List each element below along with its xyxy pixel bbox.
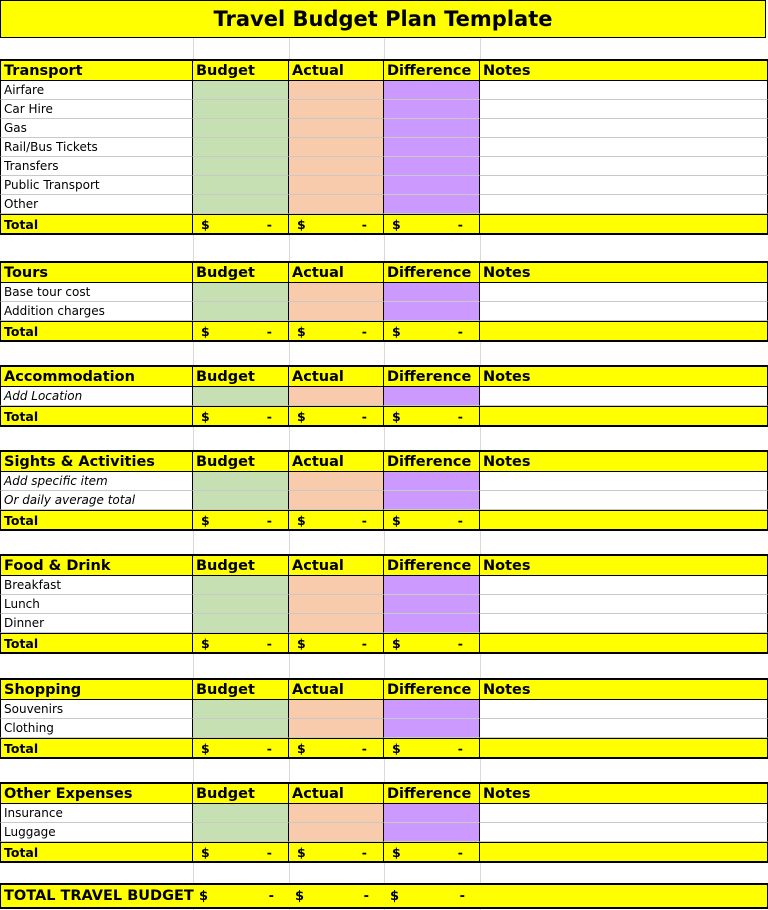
currency-symbol: $: [297, 408, 306, 424]
notes-cell[interactable]: [480, 472, 768, 491]
actual-cell[interactable]: [289, 614, 384, 633]
expense-row: [0, 700, 768, 719]
expense-label[interactable]: Addition charges: [0, 302, 193, 321]
actual-cell[interactable]: [289, 138, 384, 157]
currency-value: [387, 409, 479, 424]
currency-symbol: $: [392, 408, 401, 424]
expense-row: [0, 719, 768, 738]
currency-value: [194, 889, 290, 904]
expense-row: [0, 823, 768, 842]
difference-cell[interactable]: [384, 804, 480, 823]
section-header: [0, 365, 768, 387]
currency-symbol: $: [390, 888, 400, 904]
notes-total-cell[interactable]: [480, 321, 768, 342]
budget-cell[interactable]: [193, 387, 289, 406]
budget-header: Budget: [193, 365, 289, 387]
notes-cell[interactable]: [480, 119, 768, 138]
notes-cell[interactable]: [480, 195, 768, 214]
zero-dash: -: [266, 740, 272, 756]
expense-row: [0, 119, 768, 138]
currency-value: [196, 636, 288, 651]
currency-symbol: $: [297, 740, 306, 756]
section-header: [0, 678, 768, 700]
notes-total-cell[interactable]: [480, 406, 768, 427]
expense-row: [0, 595, 768, 614]
zero-dash: -: [361, 844, 367, 860]
section-total-row: [0, 406, 768, 427]
currency-value: [196, 324, 288, 339]
difference-cell[interactable]: [384, 472, 480, 491]
difference-cell[interactable]: [384, 387, 480, 406]
budget-cell[interactable]: [193, 283, 289, 302]
total-label: Total: [0, 738, 193, 759]
expense-row: [0, 576, 768, 595]
zero-dash: -: [459, 888, 465, 904]
zero-dash: -: [266, 408, 272, 424]
notes-cell[interactable]: [480, 387, 768, 406]
expense-label[interactable]: Or daily average total: [0, 491, 193, 510]
difference-header: Difference: [384, 365, 480, 387]
actual-header: Actual: [289, 782, 384, 804]
grand-total-row: [0, 883, 768, 909]
actual-cell[interactable]: [289, 576, 384, 595]
currency-value: [387, 636, 479, 651]
zero-dash: -: [361, 635, 367, 651]
budget-cell[interactable]: [193, 302, 289, 321]
zero-dash: -: [361, 323, 367, 339]
budget-total-cell[interactable]: [193, 842, 289, 863]
actual-total-cell[interactable]: [289, 510, 384, 531]
difference-cell[interactable]: [384, 119, 480, 138]
budget-total-cell[interactable]: [193, 738, 289, 759]
budget-cell[interactable]: [193, 81, 289, 100]
notes-total-cell[interactable]: [480, 738, 768, 759]
zero-dash: -: [457, 216, 463, 232]
difference-cell[interactable]: [384, 100, 480, 119]
notes-header: Notes: [480, 261, 768, 283]
difference-total-cell[interactable]: [384, 406, 480, 427]
notes-cell[interactable]: [480, 81, 768, 100]
actual-header: Actual: [289, 59, 384, 81]
actual-total-cell[interactable]: [289, 633, 384, 654]
difference-cell[interactable]: [384, 138, 480, 157]
actual-cell[interactable]: [289, 823, 384, 842]
expense-label[interactable]: Car Hire: [0, 100, 193, 119]
section-total-row: [0, 738, 768, 759]
grand-actual-total[interactable]: [290, 885, 385, 907]
actual-header: Actual: [289, 450, 384, 472]
actual-cell[interactable]: [289, 491, 384, 510]
actual-cell[interactable]: [289, 176, 384, 195]
budget-cell[interactable]: [193, 157, 289, 176]
zero-dash: -: [361, 216, 367, 232]
zero-dash: -: [457, 740, 463, 756]
notes-cell[interactable]: [480, 595, 768, 614]
currency-symbol: $: [199, 888, 209, 904]
difference-cell[interactable]: [384, 81, 480, 100]
difference-cell[interactable]: [384, 157, 480, 176]
expense-label[interactable]: Insurance: [0, 804, 193, 823]
expense-row: [0, 614, 768, 633]
expense-row: [0, 472, 768, 491]
difference-header: Difference: [384, 450, 480, 472]
section-title: Shopping: [0, 678, 193, 700]
notes-cell[interactable]: [480, 157, 768, 176]
currency-value: [196, 513, 288, 528]
difference-cell[interactable]: [384, 176, 480, 195]
expense-label[interactable]: Transfers: [0, 157, 193, 176]
actual-cell[interactable]: [289, 81, 384, 100]
currency-value: [196, 845, 288, 860]
currency-value: [292, 845, 383, 860]
notes-cell[interactable]: [480, 176, 768, 195]
section-header: [0, 59, 768, 81]
zero-dash: -: [457, 635, 463, 651]
expense-label[interactable]: Public Transport: [0, 176, 193, 195]
difference-total-cell[interactable]: [384, 633, 480, 654]
zero-dash: -: [361, 512, 367, 528]
currency-symbol: $: [201, 844, 210, 860]
total-label: Total: [0, 633, 193, 654]
expense-label[interactable]: Clothing: [0, 719, 193, 738]
section-header: [0, 782, 768, 804]
notes-cell[interactable]: [480, 576, 768, 595]
currency-value: [292, 636, 383, 651]
currency-value: [387, 741, 479, 756]
currency-symbol: $: [201, 408, 210, 424]
currency-symbol: $: [297, 216, 306, 232]
currency-value: [387, 513, 479, 528]
budget-header: Budget: [193, 678, 289, 700]
expense-label[interactable]: Dinner: [0, 614, 193, 633]
difference-header: Difference: [384, 782, 480, 804]
difference-cell[interactable]: [384, 614, 480, 633]
difference-cell[interactable]: [384, 302, 480, 321]
currency-value: [196, 741, 288, 756]
expense-row: [0, 176, 768, 195]
total-label: Total: [0, 842, 193, 863]
difference-header: Difference: [384, 59, 480, 81]
section-total-row: [0, 321, 768, 342]
zero-dash: -: [266, 323, 272, 339]
currency-value: [290, 889, 385, 904]
notes-header: Notes: [480, 450, 768, 472]
section-title: Accommodation: [0, 365, 193, 387]
notes-header: Notes: [480, 365, 768, 387]
actual-cell[interactable]: [289, 302, 384, 321]
budget-cell[interactable]: [193, 195, 289, 214]
zero-dash: -: [266, 844, 272, 860]
difference-cell[interactable]: [384, 491, 480, 510]
currency-value: [196, 217, 288, 232]
zero-dash: -: [457, 408, 463, 424]
section-title: Transport: [0, 59, 193, 81]
total-label: Total: [0, 406, 193, 427]
currency-symbol: $: [201, 216, 210, 232]
notes-cell[interactable]: [480, 614, 768, 633]
total-label: Total: [0, 214, 193, 235]
expense-row: [0, 283, 768, 302]
currency-value: [292, 217, 383, 232]
expense-label[interactable]: Rail/Bus Tickets: [0, 138, 193, 157]
expense-row: [0, 302, 768, 321]
zero-dash: -: [361, 408, 367, 424]
actual-total-cell[interactable]: [289, 214, 384, 235]
notes-header: Notes: [480, 678, 768, 700]
actual-cell[interactable]: [289, 195, 384, 214]
expense-row: [0, 157, 768, 176]
actual-cell[interactable]: [289, 595, 384, 614]
notes-cell[interactable]: [480, 302, 768, 321]
notes-cell[interactable]: [480, 100, 768, 119]
total-label: Total: [0, 321, 193, 342]
expense-label[interactable]: Add specific item: [0, 472, 193, 491]
actual-cell[interactable]: [289, 283, 384, 302]
expense-row: [0, 138, 768, 157]
budget-total-cell[interactable]: [193, 214, 289, 235]
currency-symbol: $: [392, 844, 401, 860]
budget-header: Budget: [193, 554, 289, 576]
section-header: [0, 450, 768, 472]
budget-cell[interactable]: [193, 119, 289, 138]
expense-row: [0, 81, 768, 100]
budget-cell[interactable]: [193, 472, 289, 491]
difference-total-cell[interactable]: [384, 842, 480, 863]
notes-cell[interactable]: [480, 700, 768, 719]
zero-dash: -: [363, 888, 369, 904]
currency-symbol: $: [297, 323, 306, 339]
currency-value: [292, 324, 383, 339]
currency-symbol: $: [392, 635, 401, 651]
expense-label[interactable]: Luggage: [0, 823, 193, 842]
budget-header: Budget: [193, 261, 289, 283]
actual-cell[interactable]: [289, 719, 384, 738]
currency-value: [387, 324, 479, 339]
expense-label[interactable]: Other: [0, 195, 193, 214]
budget-cell[interactable]: [193, 719, 289, 738]
notes-cell[interactable]: [480, 719, 768, 738]
difference-cell[interactable]: [384, 700, 480, 719]
actual-total-cell[interactable]: [289, 738, 384, 759]
section-total-row: [0, 510, 768, 531]
actual-header: Actual: [289, 365, 384, 387]
currency-symbol: $: [297, 512, 306, 528]
currency-value: [385, 889, 481, 904]
budget-cell[interactable]: [193, 576, 289, 595]
notes-header: Notes: [480, 554, 768, 576]
difference-cell[interactable]: [384, 823, 480, 842]
actual-cell[interactable]: [289, 472, 384, 491]
budget-cell[interactable]: [193, 100, 289, 119]
section-title: Sights & Activities: [0, 450, 193, 472]
currency-symbol: $: [201, 323, 210, 339]
actual-header: Actual: [289, 554, 384, 576]
section-total-row: [0, 214, 768, 235]
actual-cell[interactable]: [289, 157, 384, 176]
difference-cell[interactable]: [384, 283, 480, 302]
currency-value: [387, 845, 479, 860]
currency-value: [292, 513, 383, 528]
difference-total-cell[interactable]: [384, 738, 480, 759]
expense-row: [0, 195, 768, 214]
difference-total-cell[interactable]: [384, 510, 480, 531]
grand-total-label: TOTAL TRAVEL BUDGET: [4, 888, 194, 904]
difference-cell[interactable]: [384, 195, 480, 214]
notes-cell[interactable]: [480, 823, 768, 842]
budget-header: Budget: [193, 782, 289, 804]
expense-label[interactable]: Base tour cost: [0, 283, 193, 302]
currency-symbol: $: [392, 216, 401, 232]
budget-cell[interactable]: [193, 614, 289, 633]
currency-value: [196, 409, 288, 424]
currency-value: [387, 217, 479, 232]
budget-total-cell[interactable]: [193, 633, 289, 654]
expense-row: [0, 387, 768, 406]
budget-cell[interactable]: [193, 491, 289, 510]
notes-total-cell[interactable]: [480, 842, 768, 863]
budget-header: Budget: [193, 450, 289, 472]
actual-total-cell[interactable]: [289, 321, 384, 342]
notes-cell[interactable]: [480, 491, 768, 510]
currency-symbol: $: [297, 635, 306, 651]
expense-label[interactable]: Gas: [0, 119, 193, 138]
difference-header: Difference: [384, 261, 480, 283]
difference-cell[interactable]: [384, 595, 480, 614]
notes-header: Notes: [480, 782, 768, 804]
budget-total-cell[interactable]: [193, 321, 289, 342]
notes-cell[interactable]: [480, 138, 768, 157]
currency-symbol: $: [201, 740, 210, 756]
zero-dash: -: [266, 512, 272, 528]
currency-value: [292, 741, 383, 756]
currency-symbol: $: [392, 512, 401, 528]
expense-label[interactable]: Add Location: [0, 387, 193, 406]
notes-cell[interactable]: [480, 804, 768, 823]
expense-label[interactable]: Breakfast: [0, 576, 193, 595]
zero-dash: -: [457, 844, 463, 860]
actual-header: Actual: [289, 261, 384, 283]
actual-total-cell[interactable]: [289, 842, 384, 863]
expense-label[interactable]: Airfare: [0, 81, 193, 100]
budget-cell[interactable]: [193, 804, 289, 823]
grand-difference-total[interactable]: [385, 885, 481, 907]
section-title: Tours: [0, 261, 193, 283]
currency-symbol: $: [201, 635, 210, 651]
currency-symbol: $: [297, 844, 306, 860]
currency-symbol: $: [201, 512, 210, 528]
actual-total-cell[interactable]: [289, 406, 384, 427]
zero-dash: -: [268, 888, 274, 904]
budget-cell[interactable]: [193, 823, 289, 842]
expense-row: [0, 100, 768, 119]
budget-total-cell[interactable]: [193, 406, 289, 427]
expense-label[interactable]: Souvenirs: [0, 700, 193, 719]
section-title: Other Expenses: [0, 782, 193, 804]
expense-label[interactable]: Lunch: [0, 595, 193, 614]
zero-dash: -: [266, 635, 272, 651]
expense-row: [0, 491, 768, 510]
difference-cell[interactable]: [384, 576, 480, 595]
zero-dash: -: [457, 512, 463, 528]
notes-total-cell[interactable]: [480, 214, 768, 235]
budget-cell[interactable]: [193, 138, 289, 157]
difference-cell[interactable]: [384, 719, 480, 738]
total-label: Total: [0, 510, 193, 531]
expense-row: [0, 804, 768, 823]
actual-cell[interactable]: [289, 119, 384, 138]
section-total-row: [0, 633, 768, 654]
difference-header: Difference: [384, 554, 480, 576]
zero-dash: -: [266, 216, 272, 232]
zero-dash: -: [361, 740, 367, 756]
notes-total-cell[interactable]: [480, 510, 768, 531]
currency-symbol: $: [392, 323, 401, 339]
budget-cell[interactable]: [193, 176, 289, 195]
actual-cell[interactable]: [289, 804, 384, 823]
actual-cell[interactable]: [289, 100, 384, 119]
notes-total-cell[interactable]: [480, 633, 768, 654]
difference-total-cell[interactable]: [384, 321, 480, 342]
sheet-title: Travel Budget Plan Template: [0, 0, 766, 38]
actual-header: Actual: [289, 678, 384, 700]
grand-budget-total[interactable]: [194, 885, 290, 907]
zero-dash: -: [457, 323, 463, 339]
budget-cell[interactable]: [193, 595, 289, 614]
section-header: [0, 554, 768, 576]
section-total-row: [0, 842, 768, 863]
budget-header: Budget: [193, 59, 289, 81]
budget-cell[interactable]: [193, 700, 289, 719]
actual-cell[interactable]: [289, 700, 384, 719]
notes-cell[interactable]: [480, 283, 768, 302]
actual-cell[interactable]: [289, 387, 384, 406]
section-header: [0, 261, 768, 283]
budget-total-cell[interactable]: [193, 510, 289, 531]
currency-value: [292, 409, 383, 424]
difference-total-cell[interactable]: [384, 214, 480, 235]
currency-symbol: $: [392, 740, 401, 756]
notes-header: Notes: [480, 59, 768, 81]
currency-symbol: $: [295, 888, 305, 904]
section-title: Food & Drink: [0, 554, 193, 576]
difference-header: Difference: [384, 678, 480, 700]
